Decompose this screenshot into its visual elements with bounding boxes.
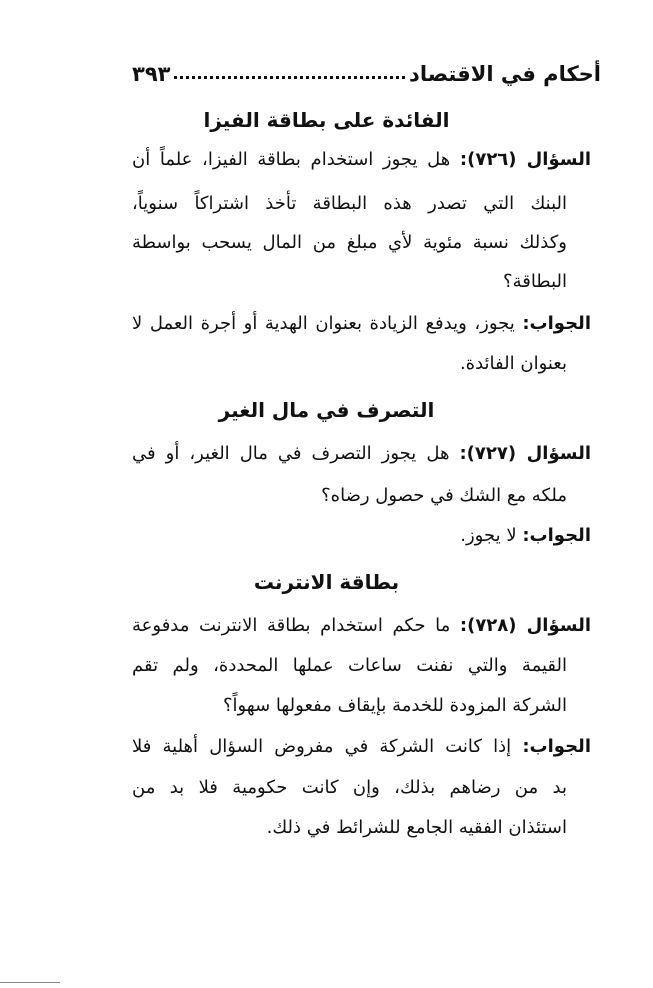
page-number: ٣٩٣ bbox=[132, 62, 171, 86]
answer-728-line-3: استئذان الفقيه الجامع للشرائط في ذلك. bbox=[266, 817, 567, 838]
answer-text: إذا كانت الشركة في مفروض السؤال أهلية فلا bbox=[132, 736, 512, 757]
answer-728-line-1 bbox=[132, 733, 591, 761]
answer-726-line-1 bbox=[132, 310, 591, 338]
section-heading-others-property: التصرف في مال الغير bbox=[218, 398, 435, 422]
answer-label: الجواب: bbox=[522, 525, 591, 546]
question-label: السؤال (٧٢٨): bbox=[459, 615, 591, 636]
question-726-line-2: البنك التي تصدر هذه البطاقة تأخذ اشتراكاً سنوياً، bbox=[132, 193, 567, 214]
answer-728-line-2: بد من رضاهم بذلك، وإن كانت حكومية فلا بد من bbox=[132, 777, 567, 798]
answer-text: يجوز، ويدفع الزيادة بعنوان الهدية أو أجرة العمل لا bbox=[132, 313, 515, 334]
header-dot-leader bbox=[174, 76, 405, 79]
question-text: هل يجوز استخدام بطاقة الفيزا، علماً أن bbox=[132, 149, 451, 170]
section-heading-visa-interest: الفائدة على بطاقة الفيزا bbox=[203, 108, 450, 132]
header-title: أحكام في الاقتصاد bbox=[409, 62, 601, 86]
answer-text: لا يجوز. bbox=[460, 525, 517, 546]
section-heading-internet-card: بطاقة الانترنت bbox=[253, 570, 400, 594]
question-728-line-3: الشركة المزودة للخدمة بإيقاف مفعولها سهواً؟ bbox=[222, 695, 567, 716]
answer-label: الجواب: bbox=[522, 736, 591, 757]
answer-label: الجواب: bbox=[522, 313, 591, 334]
running-header bbox=[132, 52, 601, 86]
question-label: السؤال (٧٢٧): bbox=[459, 443, 591, 464]
footer-rule bbox=[0, 982, 60, 983]
question-726-line-1 bbox=[132, 146, 591, 174]
question-label: السؤال (٧٢٦): bbox=[459, 149, 592, 170]
question-726-line-3: وكذلك نسبة مئوية لأي مبلغ من المال يسحب بواسطة bbox=[132, 232, 567, 253]
question-727-line-1 bbox=[132, 440, 591, 468]
question-text: هل يجوز التصرف في مال الغير، أو في bbox=[132, 443, 450, 464]
question-727-line-2: ملكه مع الشك في حصول رضاه؟ bbox=[321, 485, 567, 506]
answer-726-line-2: بعنوان الفائدة. bbox=[459, 353, 567, 374]
question-728-line-2: القيمة والتي نفنت ساعات عملها المحددة، ولم تقم bbox=[132, 655, 567, 676]
question-728-line-1 bbox=[132, 612, 591, 640]
answer-727-line-1 bbox=[460, 522, 591, 550]
question-text: ما حكم استخدام بطاقة الانترنت مدفوعة bbox=[132, 615, 451, 636]
question-726-line-4: البطاقة؟ bbox=[503, 271, 567, 292]
